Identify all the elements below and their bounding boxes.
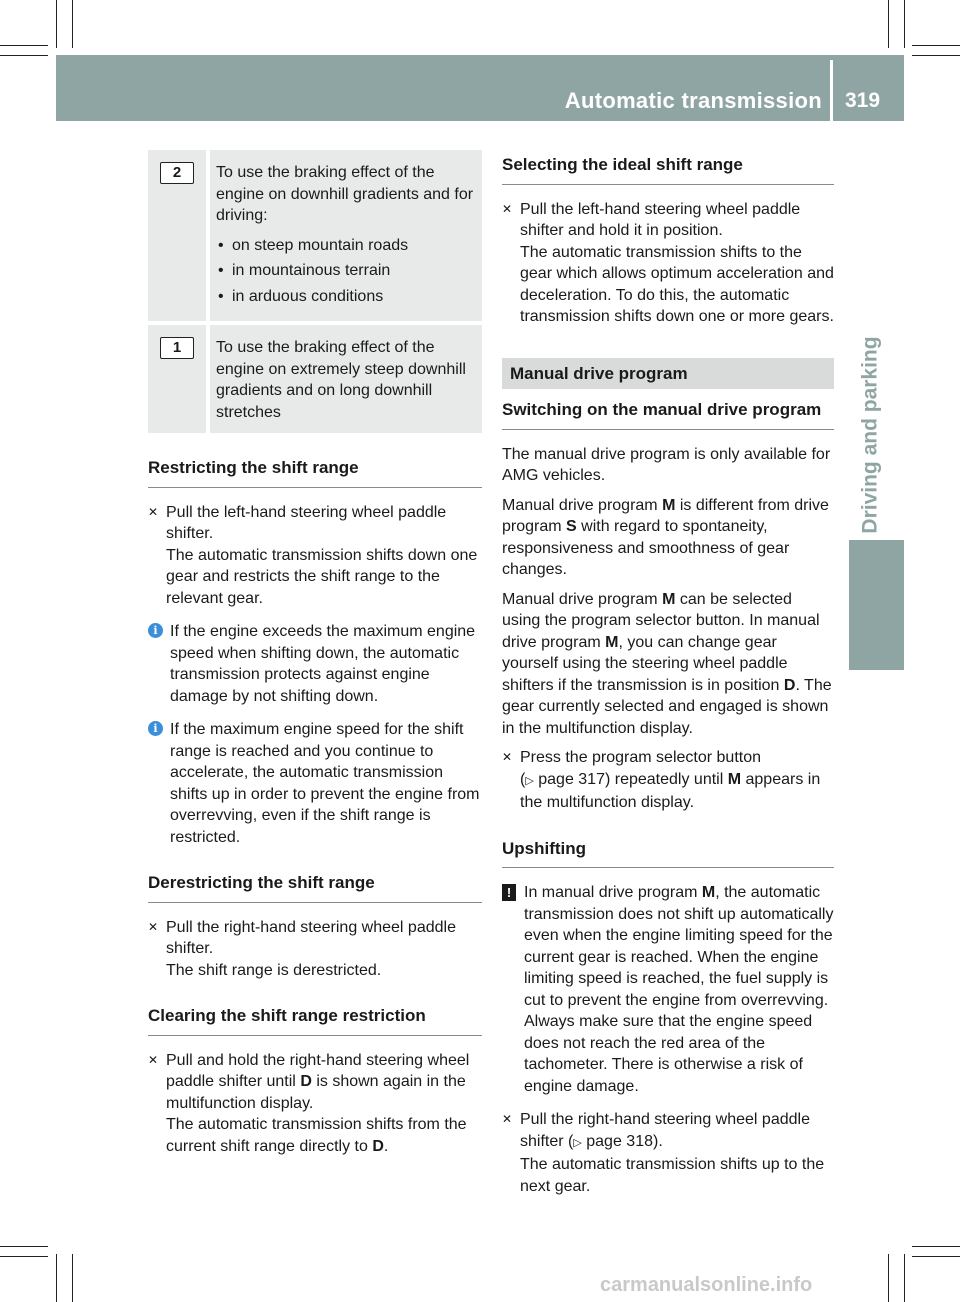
list-item: • in arduous conditions xyxy=(216,286,476,308)
page-ref-arrow-icon: ▷ xyxy=(573,1136,582,1149)
crop-mark xyxy=(72,0,73,48)
step-action xyxy=(520,1109,834,1154)
crop-mark xyxy=(0,55,48,56)
crop-mark xyxy=(0,1256,48,1257)
gear-key-cell xyxy=(148,325,210,433)
step xyxy=(148,1050,482,1158)
subsection-band-manual: Manual drive program xyxy=(502,358,834,390)
step-arrow-icon: ✕ xyxy=(148,504,159,519)
step-action: Pull the left-hand steering wheel paddle shifter. xyxy=(166,503,447,542)
crop-mark xyxy=(912,1256,960,1257)
crop-mark xyxy=(912,45,960,46)
side-label-text: Driving and parking xyxy=(859,336,883,534)
info-icon: i xyxy=(148,623,163,638)
text-run: with regard to spontaneity, responsiveness and smoothness of gear changes. xyxy=(502,518,790,578)
section-heading-ideal: Selecting the ideal shift range xyxy=(502,154,834,185)
header-title: Automatic transmission xyxy=(564,88,822,113)
crop-mark xyxy=(888,0,889,48)
text-run: , you can change gear yourself using the steering wheel paddle shifters if the transmission is in position xyxy=(502,633,788,694)
step-action: Pull the right-hand steering wheel paddle shifter. xyxy=(166,918,456,957)
program-letter: M xyxy=(701,884,716,901)
paragraph: The manual drive program is only available for AMG vehicles. xyxy=(502,445,831,484)
text-run: Pull the right-hand steering wheel paddle shifter ( xyxy=(520,1111,810,1150)
section-heading-clearing: Clearing the shift range restriction xyxy=(148,1005,482,1036)
section-heading-derestricting: Derestricting the shift range xyxy=(148,872,482,903)
gear-key-1: 1 xyxy=(160,337,194,359)
text-run: Manual drive program xyxy=(502,496,663,514)
side-tab xyxy=(849,540,904,670)
crop-mark xyxy=(0,1246,48,1247)
step-arrow-icon: ✕ xyxy=(502,1112,513,1126)
left-column xyxy=(148,150,482,1169)
text-run: , the automatic transmission does not shift up automatically even when the engine limiting speed for the current gear is reached. When the engine limiting speed is reached, the fuel supply is cut to prevent the engine from overrevving. Always make sure that the engine speed does not reach the red area of the tachometer. There is otherwise a risk of engine damage. xyxy=(524,884,834,1095)
step-arrow-icon: ✕ xyxy=(502,750,513,764)
crop-mark xyxy=(56,0,57,48)
step-action: Pull the left-hand steering wheel paddle shifter and hold it in position. xyxy=(520,200,801,239)
crop-mark xyxy=(56,1254,57,1302)
crop-mark xyxy=(904,1254,905,1302)
text-run: appears in the multifunction display. xyxy=(520,770,821,811)
info-note xyxy=(148,719,482,848)
page-number: 319 xyxy=(845,89,881,112)
crop-mark xyxy=(904,0,905,48)
program-letter: M xyxy=(605,633,619,651)
step-arrow-icon: ✕ xyxy=(148,1052,159,1067)
text-run: The automatic transmission shifts from the current shift range directly to xyxy=(166,1116,467,1155)
list-item: • on steep mountain roads xyxy=(216,235,476,257)
gear-description-text: To use the braking effect of the engine on downhill gradients and for driving: xyxy=(216,164,474,224)
program-letter: S xyxy=(566,518,577,535)
gear-row-2 xyxy=(148,150,482,325)
text-run: Pull and hold the right-hand steering wheel paddle shifter until xyxy=(166,1051,470,1090)
info-note xyxy=(148,621,482,707)
paragraph xyxy=(502,589,834,740)
crop-mark xyxy=(912,1246,960,1247)
step-result: The automatic transmission shifts up to the next gear. xyxy=(520,1156,825,1195)
step-result xyxy=(166,1114,482,1157)
page-ref-arrow-icon: ▷ xyxy=(525,774,534,787)
warning-note xyxy=(502,882,834,1097)
program-letter: M xyxy=(662,496,676,514)
gear-row-1 xyxy=(148,325,482,433)
gear-letter: D xyxy=(783,676,796,694)
text-run: ( xyxy=(520,770,526,788)
note-text xyxy=(524,882,834,1097)
text-run: In manual drive program xyxy=(524,884,702,901)
text-run: . xyxy=(383,1137,389,1155)
text-run: Press the program selector button xyxy=(520,749,762,766)
gear-description xyxy=(210,325,482,433)
crop-mark xyxy=(912,55,960,56)
step-result: The automatic transmission shifts down one gear and restricts the shift range to the relevant gear. xyxy=(166,546,478,607)
crop-mark xyxy=(72,1254,73,1302)
note-text: If the maximum engine speed for the shift range is reached and you continue to accelerate, the automatic transmission shifts up in order to prevent the engine from overrevving, even if the shift range is restricted. xyxy=(170,721,480,846)
text-run: is shown again in the multifunction display. xyxy=(166,1073,466,1112)
gear-description xyxy=(210,150,482,321)
side-label xyxy=(836,310,906,560)
gear-table xyxy=(148,150,482,433)
info-icon: i xyxy=(148,721,163,736)
page-ref[interactable]: page 317) repeatedly until xyxy=(533,770,728,788)
step xyxy=(502,747,834,814)
section-heading-upshifting: Upshifting xyxy=(502,838,834,869)
step-arrow-icon: ✕ xyxy=(148,919,159,934)
step xyxy=(502,1109,834,1197)
step-result: The shift range is derestricted. xyxy=(166,961,382,979)
text-run: is different from drive program xyxy=(502,496,829,535)
step xyxy=(502,199,834,328)
watermark: carmanualsonline.info xyxy=(600,1274,813,1296)
program-letter: M xyxy=(662,590,676,608)
page-ref[interactable]: page 318). xyxy=(581,1132,663,1150)
step-action xyxy=(166,1050,482,1115)
step-action xyxy=(520,747,834,814)
gear-key-2: 2 xyxy=(160,162,194,184)
warning-icon: ! xyxy=(502,884,516,901)
gear-letter: D xyxy=(372,1137,384,1155)
section-heading-restricting: Restricting the shift range xyxy=(148,457,482,488)
text-run: Manual drive program xyxy=(502,590,663,608)
paragraph xyxy=(502,495,834,581)
step xyxy=(148,502,482,610)
step-result: The automatic transmission shifts to the gear which allows optimum acceleration and deceleration. To do this, the automatic transmission shifts down one or more gears. xyxy=(520,243,834,325)
header-divider xyxy=(830,60,833,121)
section-heading-switching: Switching on the manual drive program xyxy=(502,399,834,430)
program-letter: M xyxy=(727,770,742,788)
gear-key-cell xyxy=(148,150,210,321)
text-run: . The gear currently selected and engaged is shown in the multifunction display. xyxy=(502,676,832,737)
right-column xyxy=(502,150,834,1209)
gear-letter: D xyxy=(300,1073,312,1090)
step-arrow-icon: ✕ xyxy=(502,201,513,216)
list-item: • in mountainous terrain xyxy=(216,260,476,282)
text-run: can be selected using the program selector button. In manual drive program xyxy=(502,590,820,651)
gear-bullet-list xyxy=(216,235,476,308)
step xyxy=(148,917,482,982)
note-text: If the engine exceeds the maximum engine speed when shifting down, the automatic transmission protects against engine damage by not shifting down. xyxy=(170,623,476,705)
gear-description-text: To use the braking effect of the engine on extremely steep downhill gradients and on long downhill stretches xyxy=(216,339,466,421)
crop-mark xyxy=(888,1254,889,1302)
crop-mark xyxy=(0,45,48,46)
